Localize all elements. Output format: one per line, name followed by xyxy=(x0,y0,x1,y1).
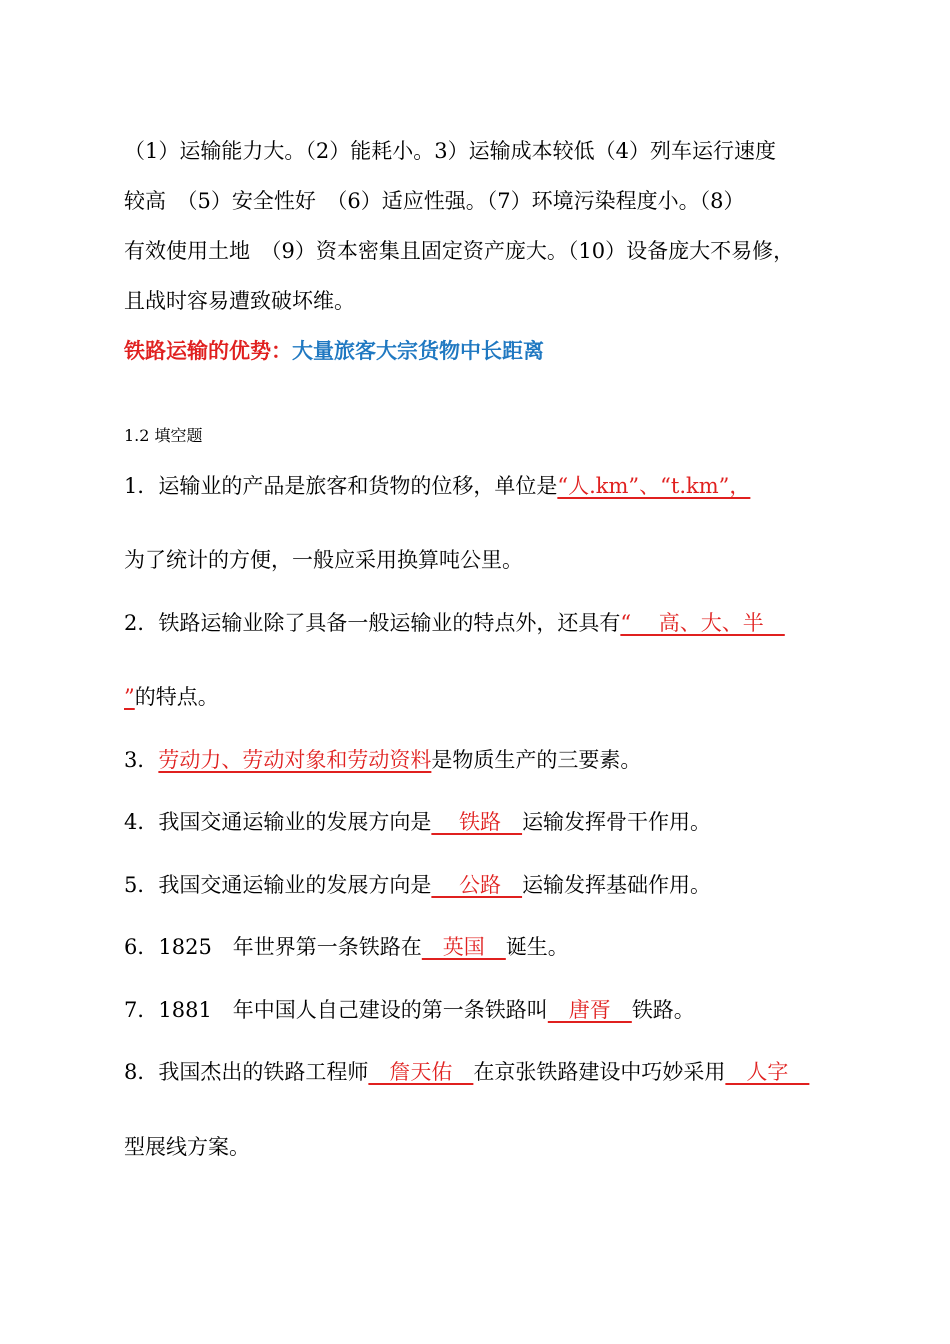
q4-text: 4．我国交通运输业的发展方向是 xyxy=(124,810,432,834)
q8-answer-1: 詹天佑 xyxy=(368,1060,474,1084)
question-4 xyxy=(124,812,711,833)
q5-answer: 公路 xyxy=(431,873,523,897)
q7-answer: 唐胥 xyxy=(547,998,632,1022)
intro-line-3: 有效使用土地 （9）资本密集且固定资产庞大。（10）设备庞大不易修， xyxy=(124,239,795,263)
q5-post: 运输发挥基础作用。 xyxy=(522,873,712,897)
q3-text: 3． xyxy=(124,748,159,772)
question-1-cont: 为了统计的方便，一般应采用换算吨公里。 xyxy=(124,548,523,572)
question-3 xyxy=(124,750,641,771)
question-8-cont: 型展线方案。 xyxy=(124,1135,250,1159)
q5-text: 5．我国交通运输业的发展方向是 xyxy=(124,873,432,897)
q6-post: 诞生。 xyxy=(505,935,569,959)
intro-line-4: 且战时容易遭致破坏维。 xyxy=(124,289,355,313)
q8-text: 8．我国杰出的铁路工程师 xyxy=(124,1060,369,1084)
q4-answer: 铁路 xyxy=(431,810,523,834)
question-6 xyxy=(124,937,569,958)
q8-answer-2: 人字 xyxy=(725,1060,810,1084)
q2-text: 2．铁路运输业除了具备一般运输业的特点外，还具有 xyxy=(124,611,621,635)
q3-post: 是物质生产的三要素。 xyxy=(431,748,642,772)
intro-line-1: （1）运输能力大。（2）能耗小。3）运输成本较低（4）列车运行速度 xyxy=(124,139,776,163)
intro-line-2: 较高 （5）安全性好 （6）适应性强。（7）环境污染程度小。（8） xyxy=(124,189,745,213)
question-7 xyxy=(124,1000,695,1021)
q2-answer-end: ” xyxy=(124,685,135,709)
advantage-value: 大量旅客大宗货物中长距离 xyxy=(292,338,544,363)
question-1 xyxy=(124,476,750,497)
question-5 xyxy=(124,875,711,896)
q6-text: 6．1825 年世界第一条铁路在 xyxy=(124,935,422,959)
q1-text: 1．运输业的产品是旅客和货物的位移，单位是 xyxy=(124,474,558,498)
q7-text: 7．1881 年中国人自己建设的第一条铁路叫 xyxy=(124,998,548,1022)
q1-answer: “人.km”、“t.km”， xyxy=(557,474,751,498)
q2-answer: “ 高、大、半 xyxy=(620,611,785,635)
section-heading: 1.2 填空题 xyxy=(124,426,203,445)
question-2 xyxy=(124,613,785,634)
q3-answer: 劳动力、劳动对象和劳动资料 xyxy=(158,748,432,772)
q8-mid: 在京张铁路建设中巧妙采用 xyxy=(473,1060,726,1084)
q2-post: 的特点。 xyxy=(134,685,219,709)
question-8 xyxy=(124,1062,809,1083)
q6-answer: 英国 xyxy=(421,935,506,959)
advantage-label: 铁路运输的优势： xyxy=(124,338,292,363)
q7-post: 铁路。 xyxy=(631,998,695,1022)
question-2-cont xyxy=(124,687,219,708)
q4-post: 运输发挥骨干作用。 xyxy=(522,810,712,834)
advantage-line xyxy=(124,340,544,361)
